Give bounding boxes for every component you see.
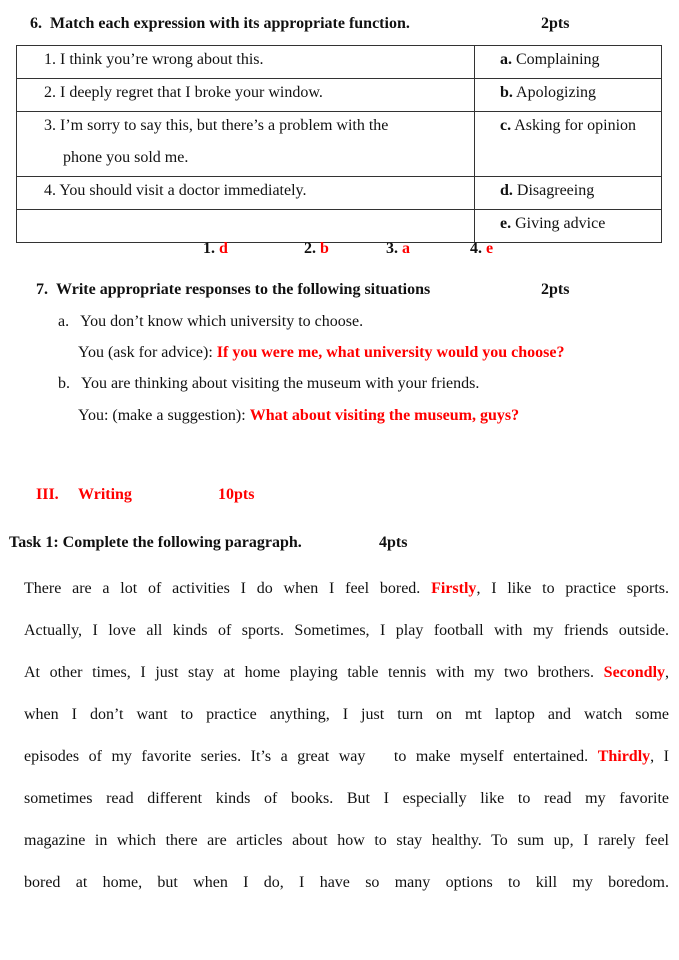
function-cell <box>475 112 662 177</box>
q6-title: Match each expression with its appropriate function. <box>50 15 410 32</box>
q7b-label: b. <box>58 375 70 392</box>
table-row <box>17 46 662 79</box>
text-run: At other times, I just stay at home playing table tennis with my two brothers. <box>24 664 595 681</box>
expression-cell <box>17 46 475 79</box>
text-run: , I <box>650 748 669 765</box>
paragraph <box>24 568 669 904</box>
section-numeral: III. <box>36 486 59 503</box>
task1-points: 4pts <box>379 534 408 551</box>
q6-points: 2pts <box>541 15 570 32</box>
paragraph-line <box>24 652 669 694</box>
expression-text-continued: phone you sold me. <box>63 149 189 166</box>
q7-heading <box>36 281 430 299</box>
function-letter: d. <box>500 182 513 199</box>
section-title: Writing <box>78 486 132 503</box>
expression-text: 1. I think you’re wrong about this. <box>44 51 264 68</box>
function-cell <box>475 79 662 112</box>
table-row <box>17 210 662 243</box>
expression-text: 2. I deeply regret that I broke your window. <box>44 84 323 101</box>
function-letter: c. <box>500 117 512 134</box>
highlight-thirdly: Thirdly <box>597 748 651 765</box>
answer-number: 2. <box>304 240 316 257</box>
text-run: episodes of my favorite series. It’s a great way to make myself entertained. <box>24 748 589 765</box>
function-text: Apologizing <box>516 84 597 101</box>
q7b-answer: What about visiting the museum, guys? <box>249 407 520 424</box>
q7a-answer: If you were me, what university would you choose? <box>216 344 565 361</box>
task1-title: Task 1: Complete the following paragraph. <box>9 534 302 551</box>
function-letter: e. <box>500 215 512 232</box>
q6-heading <box>30 15 410 33</box>
answer-number: 3. <box>386 240 398 257</box>
answer-letter: d <box>219 240 228 257</box>
expression-text <box>17 210 474 242</box>
answer-3 <box>386 240 410 258</box>
table-row <box>17 112 662 177</box>
function-letter: a. <box>500 51 512 68</box>
function-text: Complaining <box>516 51 600 68</box>
highlight-secondly: Secondly <box>603 664 666 681</box>
q7-points: 2pts <box>541 281 570 298</box>
expression-cell <box>17 79 475 112</box>
matching-table <box>16 45 662 243</box>
answer-number: 4. <box>470 240 482 257</box>
q6-number: 6. <box>30 15 42 32</box>
q7b-situation: You are thinking about visiting the museum with your friends. <box>81 375 480 392</box>
section-points: 10pts <box>218 486 255 503</box>
answer-letter: a <box>402 240 410 257</box>
q7b-situation-line <box>58 375 479 393</box>
answer-letter: e <box>486 240 494 257</box>
q7a-situation: You don’t know which university to choose. <box>80 313 364 330</box>
q7a-prompt: You (ask for advice): <box>78 344 213 361</box>
paragraph-line: bored at home, but when I do, I have so many options to kill my boredom. <box>24 874 669 891</box>
paragraph-line: sometimes read different kinds of books. But I especially like to read my favorite <box>24 790 669 807</box>
paragraph-line <box>24 736 669 778</box>
table-row <box>17 79 662 112</box>
q7b-response-line <box>78 407 519 425</box>
expression-text: 4. You should visit a doctor immediately. <box>44 182 307 199</box>
q7a-situation-line <box>58 313 363 331</box>
paragraph-line: magazine in which there are articles about how to stay healthy. To sum up, I rarely feel <box>24 832 669 849</box>
expression-cell <box>17 177 475 210</box>
paragraph-line: Actually, I love all kinds of sports. Sometimes, I play football with my friends outside. <box>24 622 669 639</box>
function-text: Asking for opinion <box>514 117 637 134</box>
function-cell <box>475 210 662 243</box>
expression-cell <box>17 112 475 177</box>
q7a-response-line <box>78 344 565 362</box>
expression-text: 3. I’m sorry to say this, but there’s a problem with the <box>44 117 389 134</box>
highlight-firstly: Firstly <box>431 580 477 597</box>
q7-number: 7. <box>36 281 48 298</box>
text-run: , I like to practice sports. <box>476 580 669 597</box>
answer-1 <box>203 240 228 258</box>
function-text: Disagreeing <box>516 182 595 199</box>
function-cell <box>475 46 662 79</box>
function-text: Giving advice <box>515 215 606 232</box>
answer-letter: b <box>320 240 329 257</box>
text-run: There are a lot of activities I do when I feel bored. <box>24 580 421 597</box>
table-row <box>17 177 662 210</box>
answer-4 <box>470 240 493 258</box>
answer-number: 1. <box>203 240 215 257</box>
function-letter: b. <box>500 84 513 101</box>
text-run: , <box>665 664 670 681</box>
function-cell <box>475 177 662 210</box>
q7b-prompt: You: (make a suggestion): <box>78 407 246 424</box>
paragraph-line: when I don’t want to practice anything, I just turn on mt laptop and watch some <box>24 706 669 723</box>
paragraph-line <box>24 568 669 610</box>
answer-2 <box>304 240 329 258</box>
q7a-label: a. <box>58 313 70 330</box>
q7-title: Write appropriate responses to the following situations <box>56 281 431 298</box>
expression-cell <box>17 210 475 243</box>
